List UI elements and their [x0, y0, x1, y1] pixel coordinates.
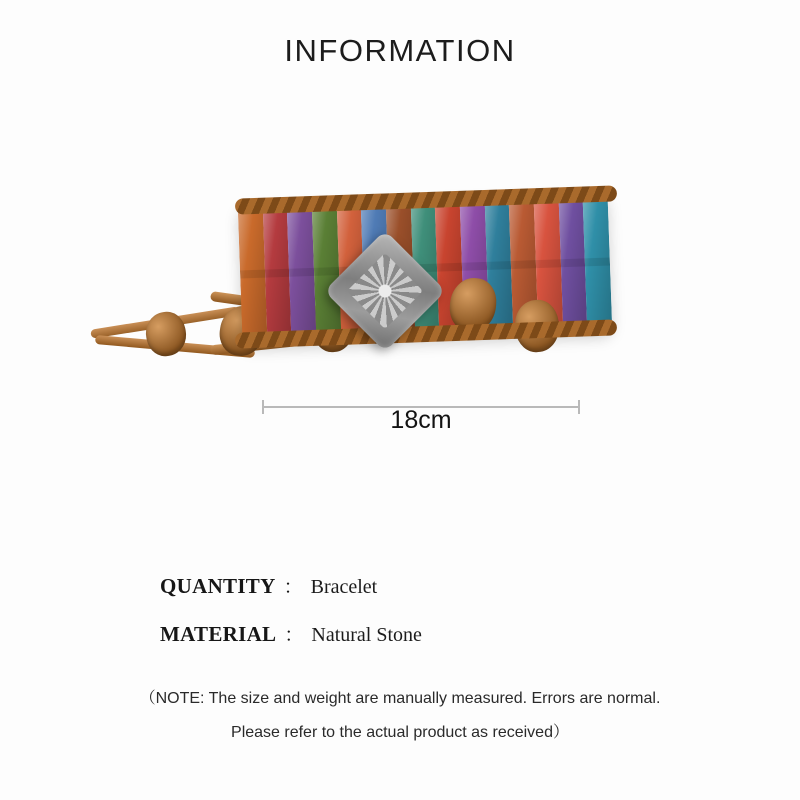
spec-list — [160, 572, 680, 668]
spec-row-material — [160, 620, 680, 647]
product-image — [60, 150, 740, 410]
spec-value-material: Natural Stone — [311, 624, 422, 646]
clasp-motif — [347, 253, 423, 329]
spec-key-quantity: QUANTITY — [160, 574, 276, 598]
spec-key-material: MATERIAL — [160, 622, 277, 646]
spec-separator-quantity: ： — [283, 577, 303, 598]
stone-bead — [583, 192, 612, 333]
note-line-2: Please refer to the actual product as received） — [231, 724, 569, 741]
measurement-label: 18cm — [390, 406, 452, 434]
page-title: INFORMATION — [284, 33, 516, 68]
spec-row-quantity — [160, 572, 680, 599]
note-line-1: （NOTE: The size and weight are manually measured. Errors are normal. — [139, 690, 661, 707]
spec-value-quantity: Bracelet — [310, 576, 378, 598]
note-block — [0, 682, 800, 750]
spec-separator-material: ： — [284, 625, 304, 646]
